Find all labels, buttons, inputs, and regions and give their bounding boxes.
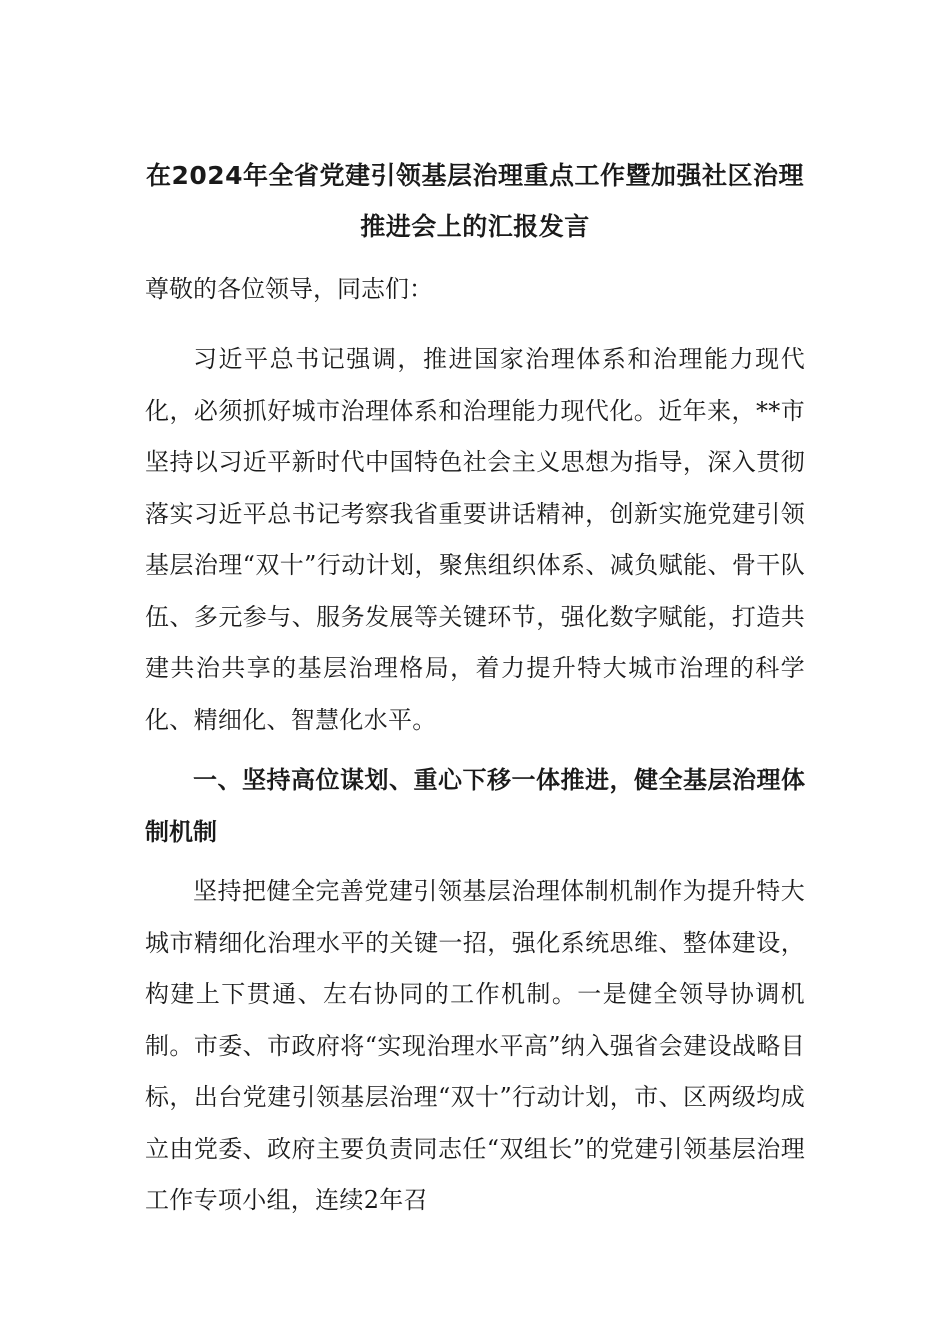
- document-title: [145, 150, 805, 252]
- document-body: [145, 150, 805, 1227]
- title-line-2: 推进会上的汇报发言: [360, 212, 590, 241]
- section-heading-1: 一、坚持高位谋划、重心下移一体推进，健全基层治理体制机制: [145, 766, 805, 846]
- title-line-1: 在2024年全省党建引领基层治理重点工作暨加强社区治理: [145, 161, 805, 190]
- section-paragraph-1: 坚持把健全完善党建引领基层治理体制机制作为提升特大城市精细化治理水平的关键一招，强化系统思维、整体建设，构建上下贯通、左右协同的工作机制。一是健全领导协调机制。市委、市政府将“实现治理水平高”纳入强省会建设战略目标，出台党建引领基层治理“双十”行动计划，市、区两级均成立由党委、政府主要负责同志任“双组长”的党建引领基层治理工作专项小组，连续2年召: [145, 877, 805, 1214]
- salutation: 尊敬的各位领导，同志们：: [145, 275, 433, 303]
- intro-paragraph: 习近平总书记强调，推进国家治理体系和治理能力现代化，必须抓好城市治理体系和治理能力现代化。近年来，**市坚持以习近平新时代中国特色社会主义思想为指导，深入贯彻落实习近平总书记考察我省重要讲话精神，创新实施党建引领基层治理“双十”行动计划，聚焦组织体系、减负赋能、骨干队伍、多元参与、服务发展等关键环节，强化数字赋能，打造共建共治共享的基层治理格局，着力提升特大城市治理的科学化、精细化、智慧化水平。: [145, 345, 805, 734]
